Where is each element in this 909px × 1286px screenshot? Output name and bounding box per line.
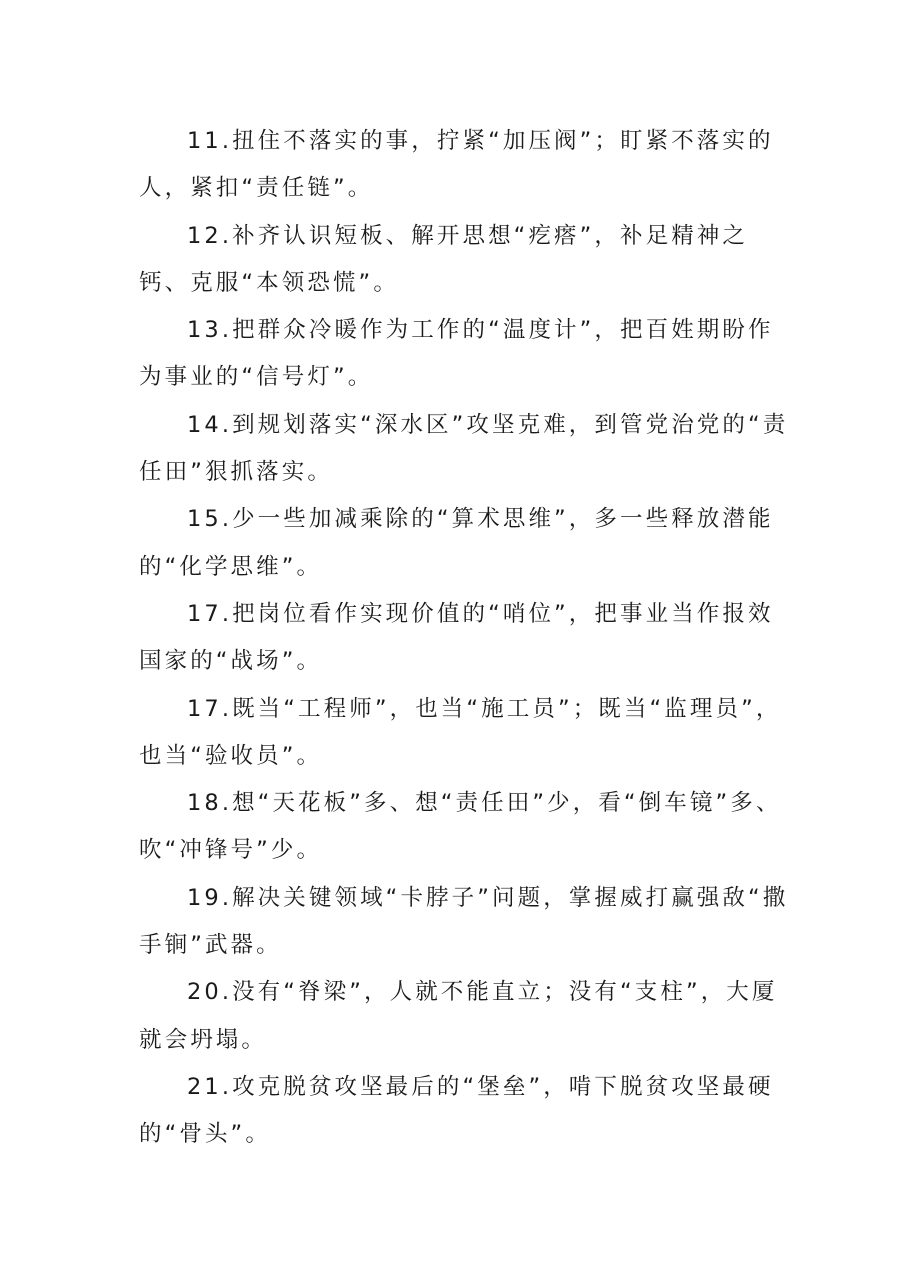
- paragraph-11: 11.扭住不落实的事，拧紧“加压阀”；盯紧不落实的人，紧扣“责任链”。: [139, 128, 774, 202]
- document-body: [139, 118, 789, 1159]
- paragraph-13: 13.把群众冷暖作为工作的“温度计”，把百姓期盼作为事业的“信号灯”。: [139, 317, 774, 391]
- paragraph-14: 14.到规划落实“深水区”攻坚克难，到管党治党的“责任田”狠抓落实。: [139, 411, 789, 486]
- paragraph-18: 18.想“天花板”多、想“责任田”少，看“倒车镜”多、吹“冲锋号”少。: [139, 790, 782, 864]
- paragraph-17a: 17.把岗位看作实现价值的“哨位”，把事业当作报效国家的“战场”。: [139, 600, 774, 675]
- paragraph-19: 19.解决关键领域“卡脖子”问题，掌握威打赢强敌“撒手锏”武器。: [139, 884, 789, 959]
- paragraph-17b: 17.既当“工程师”，也当“施工员”；既当“监理员”，也当“验收员”。: [139, 695, 782, 769]
- paragraph-20: 20.没有“脊梁”，人就不能直立；没有“支柱”，大厦就会坍塌。: [139, 979, 778, 1053]
- paragraph-21: 21.攻克脱贫攻坚最后的“堡垒”，啃下脱贫攻坚最硬的“骨头”。: [139, 1073, 774, 1148]
- paragraph-15: 15.少一些加减乘除的“算术思维”，多一些释放潜能的“化学思维”。: [139, 506, 774, 580]
- paragraph-12: 12.补齐认识短板、解开思想“疙瘩”，补足精神之钙、克服“本领恐慌”。: [139, 222, 748, 296]
